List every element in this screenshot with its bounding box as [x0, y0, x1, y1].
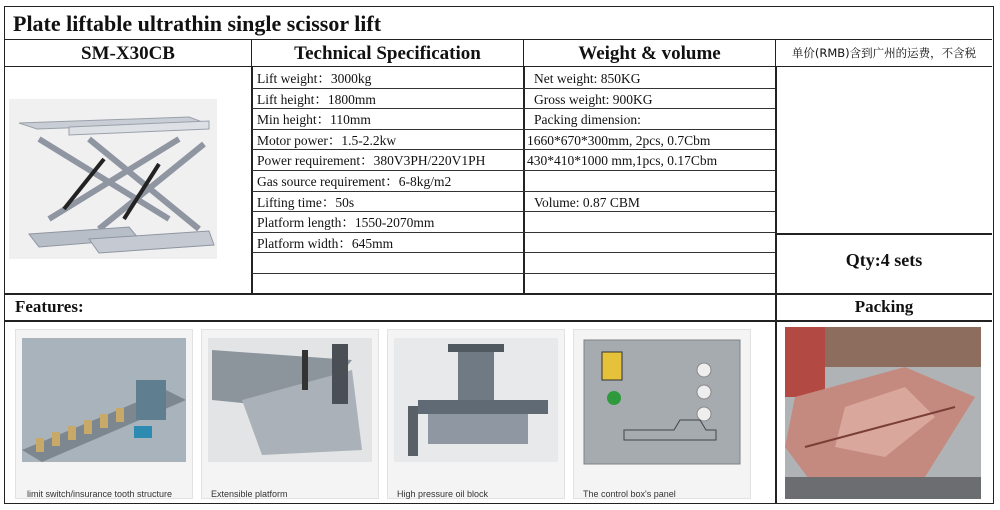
spec-row: Platform width：645mm: [257, 235, 394, 251]
spec-row: Power requirement：380V3PH/220V1PH: [257, 153, 486, 169]
feature-thumb-platform: [201, 329, 379, 499]
weight-row: Volume: 0.87 CBM: [534, 194, 640, 210]
extensible-platform-image: [202, 330, 378, 470]
spec-row: Platform length：1550-2070mm: [257, 215, 435, 231]
feature-caption: High pressure oil block: [397, 489, 489, 499]
weight-row: Net weight: 850KG: [534, 71, 641, 86]
divider: [5, 320, 992, 322]
weight-header: Weight & volume: [524, 40, 776, 67]
divider: [776, 233, 992, 235]
divider: [523, 67, 525, 293]
feature-thumb-control-panel: [573, 329, 751, 499]
weight-row: 1660*670*300mm, 2pcs, 0.7Cbm: [527, 132, 711, 148]
weight-row: Gross weight: 900KG: [534, 91, 653, 107]
page-title: Plate liftable ultrathin single scissor lift: [5, 7, 992, 40]
spec-row: Lifting time：50s: [257, 194, 355, 210]
control-panel-image: [574, 330, 750, 470]
limit-switch-image: [16, 330, 192, 470]
packing-image: [785, 327, 981, 499]
weight-row: Packing dimension:: [534, 112, 641, 128]
price-note-header: 单价(RMB)含到广州的运费，不含税: [776, 40, 992, 67]
divider: [251, 67, 253, 293]
row-divider: [252, 273, 775, 274]
features-label: Features:: [15, 297, 84, 316]
feature-caption: The control box's panel: [583, 489, 676, 499]
divider: [5, 293, 992, 295]
spec-row: Lift weight：3000kg: [257, 71, 372, 86]
feature-thumb-oil-block: [387, 329, 565, 499]
weight-row: 430*410*1000 mm,1pcs, 0.17Cbm: [527, 153, 718, 169]
oil-block-image: [388, 330, 564, 470]
model-header: SM-X30CB: [5, 40, 252, 67]
spec-row: Gas source requirement：6-8kg/m2: [257, 174, 452, 189]
weight-row: [534, 172, 775, 193]
spec-row: Lift height：1800mm: [257, 91, 376, 107]
feature-caption: limit switch/insurance tooth structure: [27, 489, 173, 499]
qty-label: Qty:4 sets: [845, 250, 923, 270]
feature-caption: Extensible platform: [211, 489, 288, 499]
spec-sheet: [4, 6, 994, 504]
divider: [775, 67, 777, 503]
feature-thumb-limit-switch: [15, 329, 193, 499]
scissor-lift-image: [9, 99, 217, 259]
packing-label: Packing: [854, 297, 914, 316]
spec-header: Technical Specification: [252, 40, 524, 67]
spec-row: Motor power：1.5-2.2kw: [257, 132, 397, 148]
spec-row: Min height：110mm: [257, 112, 371, 128]
